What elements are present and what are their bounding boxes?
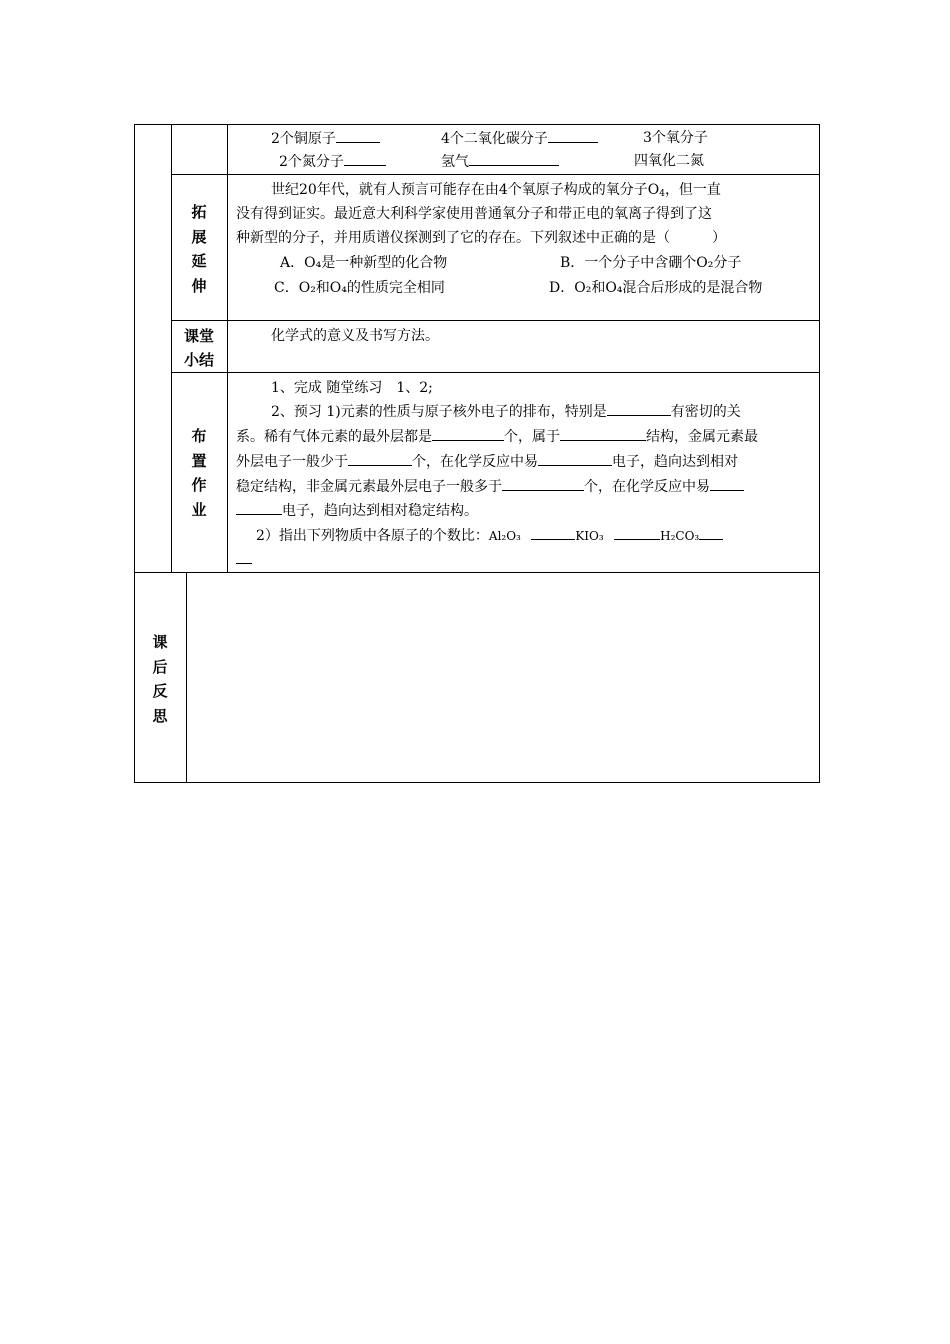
homework-line: 外层电子一般少于 个，在化学反应中易 电子，趋向达到相对	[236, 450, 738, 474]
reflection-area[interactable]	[187, 573, 819, 782]
homework-line: 2）指出下列物质中各原子的个数比：Al₂O₃ KIO₃ H₂CO₃	[256, 524, 723, 548]
section-label-tuozhan: 拓 展 延 伸	[191, 203, 207, 295]
row-divider	[171, 174, 820, 175]
row-divider	[171, 372, 820, 373]
exercise-item: 2个铜原子	[271, 128, 380, 149]
table-top-border	[134, 124, 820, 125]
section-label-ketang: 课堂 小结	[183, 327, 214, 369]
exercise-item: 2个氮分子	[279, 151, 386, 172]
table-right-border	[819, 124, 820, 783]
option-a: A．O₄是一种新型的化合物	[280, 255, 448, 271]
homework-line: 系。稀有气体元素的最外层都是 个，属于 结构，金属元素最	[236, 425, 758, 449]
exercise-item: 3个氧分子	[643, 130, 708, 146]
question-stem: 没有得到证实。最近意大利科学家使用普通氧分子和带正电的氧离子得到了这	[236, 206, 712, 222]
option-c: C．O₂和O₄的性质完全相同	[274, 280, 445, 296]
summary-text: 化学式的意义及书写方法。	[271, 328, 439, 344]
exercise-item: 四氧化二氮	[634, 153, 704, 169]
table-bottom-border	[134, 782, 820, 783]
option-d: D．O₂和O₄混合后形成的是混合物	[549, 280, 763, 296]
option-b: B．一个分子中含硼个O₂分子	[560, 255, 742, 271]
question-stem: 种新型的分子，并用质谱仪探测到了它的存在。下列叙述中正确的是（ ）	[236, 230, 726, 246]
column-divider	[227, 124, 228, 572]
homework-line	[236, 548, 252, 572]
homework-line: 1、完成 随堂练习 1、2;	[271, 380, 433, 396]
section-label-buzhi: 布 置 作 业	[191, 427, 207, 519]
exercise-item: 4个二氧化碳分子	[441, 128, 598, 149]
exercise-item: 氢气	[441, 151, 559, 172]
homework-line: 稳定结构，非金属元素最外层电子一般多于 个，在化学反应中易	[236, 475, 744, 499]
question-stem: 世纪20年代，就有人预言可能存在由4个氧原子构成的氧分子$O_4$，但一直	[271, 182, 721, 199]
section-label-kehou: 课 后 反 思	[152, 633, 168, 725]
homework-line: 2、预习 1)元素的性质与原子核外电子的排布，特别是 有密切的关	[271, 400, 741, 424]
row-divider	[171, 320, 820, 321]
homework-line: 电子，趋向达到相对稳定结构。	[236, 499, 478, 523]
